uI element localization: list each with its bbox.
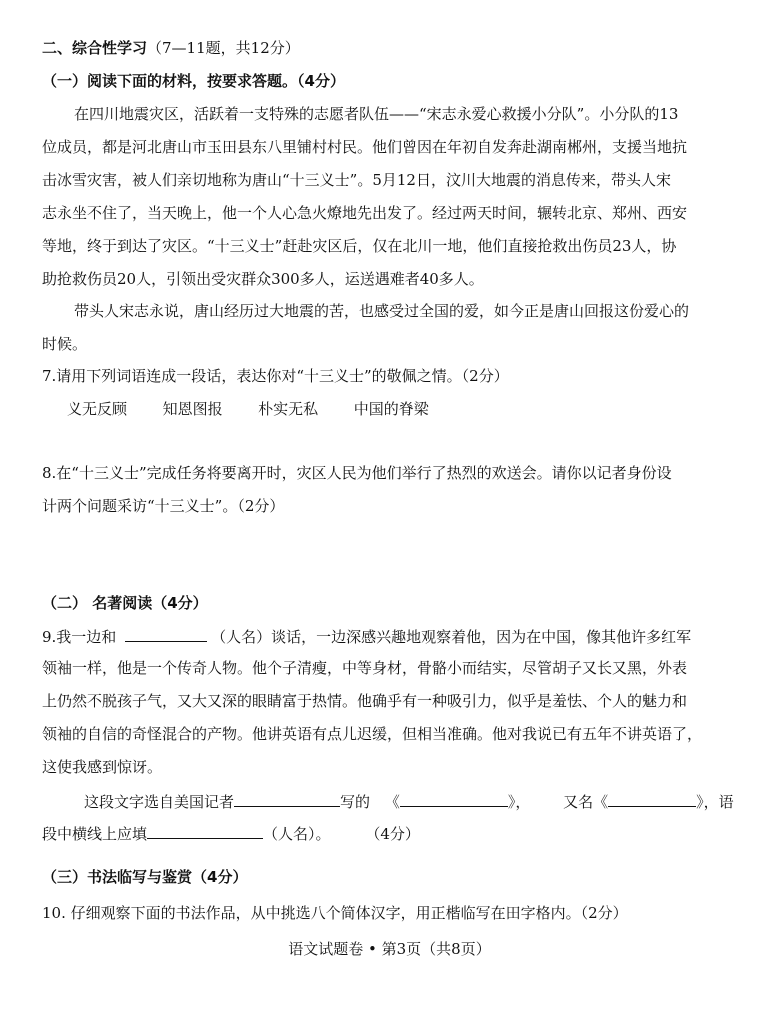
q9-text: 这段文字选自美国记者 [84, 793, 235, 811]
q9-text: 》， [507, 793, 531, 811]
passage-line: 时候。 [42, 335, 88, 353]
question-9-fill-line [42, 822, 420, 844]
q9-text: 》，语 [696, 793, 734, 811]
part1-heading: （一）阅读下面的材料，按要求答题。（4分） [42, 72, 345, 90]
q7-word: 中国的脊梁 [353, 400, 429, 418]
passage-line: 带头人宋志永说，唐山经历过大地震的苦，也感受过全国的爱，如今正是唐山回报这份爱心的 [74, 302, 690, 320]
part3-heading: （三）书法临写与鉴赏（4分） [42, 868, 248, 886]
passage-line: 志永坐不住了，当天晚上，他一个人心急火燎地先出发了。经过两天时间，辗转北京、郑州、西安 [42, 204, 688, 222]
q7-word: 朴实无私 [258, 400, 319, 418]
passage-line: 位成员，都是河北唐山市玉田县东八里铺村村民。他们曾因在年初自发奔赴湖南郴州，支援当地抗 [42, 138, 688, 156]
question-9-line [42, 625, 691, 647]
q9-text: 9.我一边和 [42, 628, 117, 646]
question-8-line: 8.在“十三义士”完成任务将要离开时，灾区人民为他们举行了热烈的欢送会。请你以记者身份设 [42, 464, 672, 482]
q9-text: 又名《 [563, 793, 609, 811]
passage-line: 助抢救伤员20人，引领出受灾群众300多人，运送遇难者40多人。 [42, 270, 484, 288]
q9-text: 写的 [340, 793, 371, 811]
q7-word: 知恩图报 [162, 400, 223, 418]
q7-word: 义无反顾 [67, 400, 128, 418]
q7-word-list [67, 399, 429, 419]
question-9-line: 这使我感到惊讶。 [42, 758, 163, 776]
question-9-line: 领袖的自信的奇怪混合的产物。他讲英语有点儿迟缓，但相当准确。他对我说已有五年不讲英语了， [42, 725, 703, 743]
question-8-line: 计两个问题采访“十三义士”。（2分） [42, 497, 285, 515]
question-9-fill-line [84, 790, 734, 812]
question-9-line: 上仍然不脱孩子气，又大又深的眼睛富于热情。他确乎有一种吸引力，似乎是羞怯、个人的魅力和 [42, 692, 688, 710]
section-title: 二、综合性学习 [42, 39, 148, 57]
q9-book-title-blank[interactable] [400, 790, 508, 807]
q9-person-blank[interactable] [147, 822, 263, 839]
question-7-prompt: 7.请用下列词语连成一段话，表达你对“十三义士”的敬佩之情。（2分） [42, 367, 509, 385]
q9-alt-title-blank[interactable] [608, 790, 696, 807]
passage-line: 击冰雪灾害，被人们亲切地称为唐山“十三义士”。5月12日，汶川大地震的消息传来，带头人宋 [42, 171, 671, 189]
q9-score: （4分） [365, 825, 420, 843]
question-10-prompt: 10. 仔细观察下面的书法作品，从中挑选八个简体汉字，用正楷临写在田字格内。（2分） [42, 904, 628, 922]
q9-reporter-blank[interactable] [234, 790, 340, 807]
q9-text: （人名）谈话，一边深感兴趣地观察着他，因为在中国，像其他许多红军 [211, 628, 692, 646]
question-9-line: 领袖一样，他是一个传奇人物。他个子清瘦，中等身材，骨骼小而结实，尽管胡子又长又黑，外表 [42, 659, 688, 677]
q9-text: 《 [384, 793, 400, 811]
page-footer: 语文试题卷 • 第3页（共8页） [288, 940, 491, 958]
q9-text: （人名）。 [263, 825, 331, 843]
part2-heading: （二） 名著阅读（4分） [42, 594, 208, 612]
q9-name-blank[interactable] [125, 625, 207, 642]
section-note: （7—11题，共12分） [147, 39, 300, 57]
passage-line: 等地，终于到达了灾区。“十三义士”赶赴灾区后，仅在北川一地，他们直接抢救出伤员23人，协 [42, 237, 677, 255]
passage-line: 在四川地震灾区，活跃着一支特殊的志愿者队伍——“宋志永爱心救援小分队”。小分队的13 [74, 105, 679, 123]
section-heading [42, 38, 300, 58]
q9-text: 段中横线上应填 [42, 825, 148, 843]
